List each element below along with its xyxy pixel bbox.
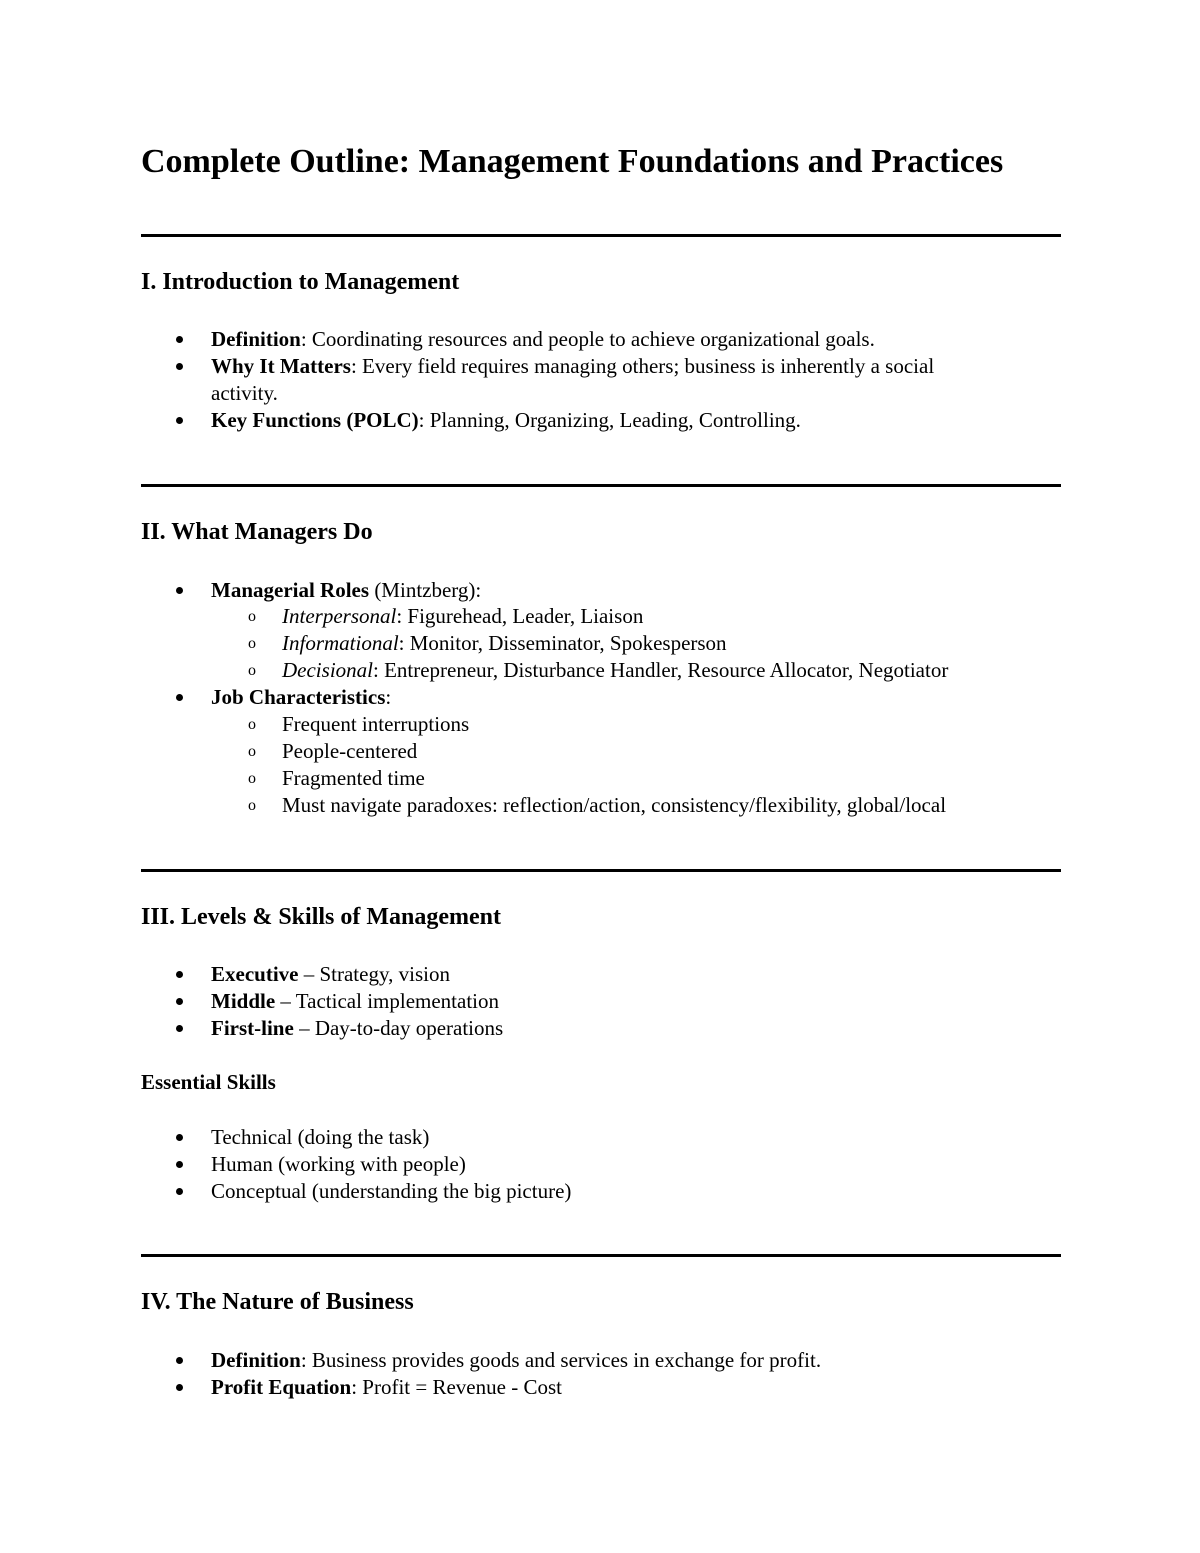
bullet-icon [176, 1025, 183, 1032]
sub-bullet-icon: o [248, 797, 256, 814]
bullet-icon [176, 1357, 183, 1364]
list-item: Job Characteristics: [211, 685, 392, 709]
sub-list-item: Informational: Monitor, Disseminator, Spokesperson [282, 631, 727, 655]
bullet-icon [176, 694, 183, 701]
list-item: Middle – Tactical implementation [211, 989, 499, 1013]
list-item: Conceptual (understanding the big picture) [211, 1179, 572, 1203]
list-item: Definition: Business provides goods and services in exchange for profit. [211, 1348, 822, 1372]
sub-list-item: Decisional: Entrepreneur, Disturbance Handler, Resource Allocator, Negotiator [282, 658, 949, 682]
list-item-continuation: activity. [211, 381, 278, 405]
section-divider [141, 484, 1061, 487]
list-item: Profit Equation: Profit = Revenue - Cost [211, 1375, 562, 1399]
bullet-icon [176, 1161, 183, 1168]
sub-bullet-icon: o [248, 608, 256, 625]
sub-list-item: Fragmented time [282, 766, 425, 790]
sub-list-item: People-centered [282, 739, 418, 763]
sub-bullet-icon: o [248, 635, 256, 652]
bullet-icon [176, 363, 183, 370]
section-divider [141, 234, 1061, 237]
section-heading-what-managers-do: II. What Managers Do [141, 519, 373, 545]
bullet-icon [176, 971, 183, 978]
list-item: Managerial Roles (Mintzberg): [211, 578, 482, 602]
section-heading-levels-skills: III. Levels & Skills of Management [141, 904, 501, 930]
bullet-icon [176, 1134, 183, 1141]
subheading-essential-skills: Essential Skills [141, 1070, 276, 1094]
bullet-icon [176, 587, 183, 594]
sub-list-item: Frequent interruptions [282, 712, 470, 736]
list-item: First-line – Day-to-day operations [211, 1016, 504, 1040]
section-heading-introduction: I. Introduction to Management [141, 269, 460, 295]
sub-bullet-icon: o [248, 770, 256, 787]
list-item: Executive – Strategy, vision [211, 962, 450, 986]
section-heading-nature-of-business: IV. The Nature of Business [141, 1289, 414, 1315]
sub-bullet-icon: o [248, 662, 256, 679]
list-item: Why It Matters: Every field requires managing others; business is inherently a social [211, 354, 935, 378]
sub-bullet-icon: o [248, 716, 256, 733]
list-item: Definition: Coordinating resources and people to achieve organizational goals. [211, 327, 875, 351]
sub-list-item: Must navigate paradoxes: reflection/action, consistency/flexibility, global/local [282, 793, 947, 817]
sub-bullet-icon: o [248, 743, 256, 760]
bullet-icon [176, 1188, 183, 1195]
sub-list-item: Interpersonal: Figurehead, Leader, Liaison [282, 604, 644, 628]
bullet-icon [176, 417, 183, 424]
list-item: Human (working with people) [211, 1152, 466, 1176]
section-divider [141, 1254, 1061, 1257]
bullet-icon [176, 336, 183, 343]
bullet-icon [176, 1384, 183, 1391]
list-item: Key Functions (POLC): Planning, Organizing, Leading, Controlling. [211, 408, 801, 432]
page-title: Complete Outline: Management Foundations and Practices [141, 143, 1004, 180]
bullet-icon [176, 998, 183, 1005]
section-divider [141, 869, 1061, 872]
list-item: Technical (doing the task) [211, 1125, 430, 1149]
